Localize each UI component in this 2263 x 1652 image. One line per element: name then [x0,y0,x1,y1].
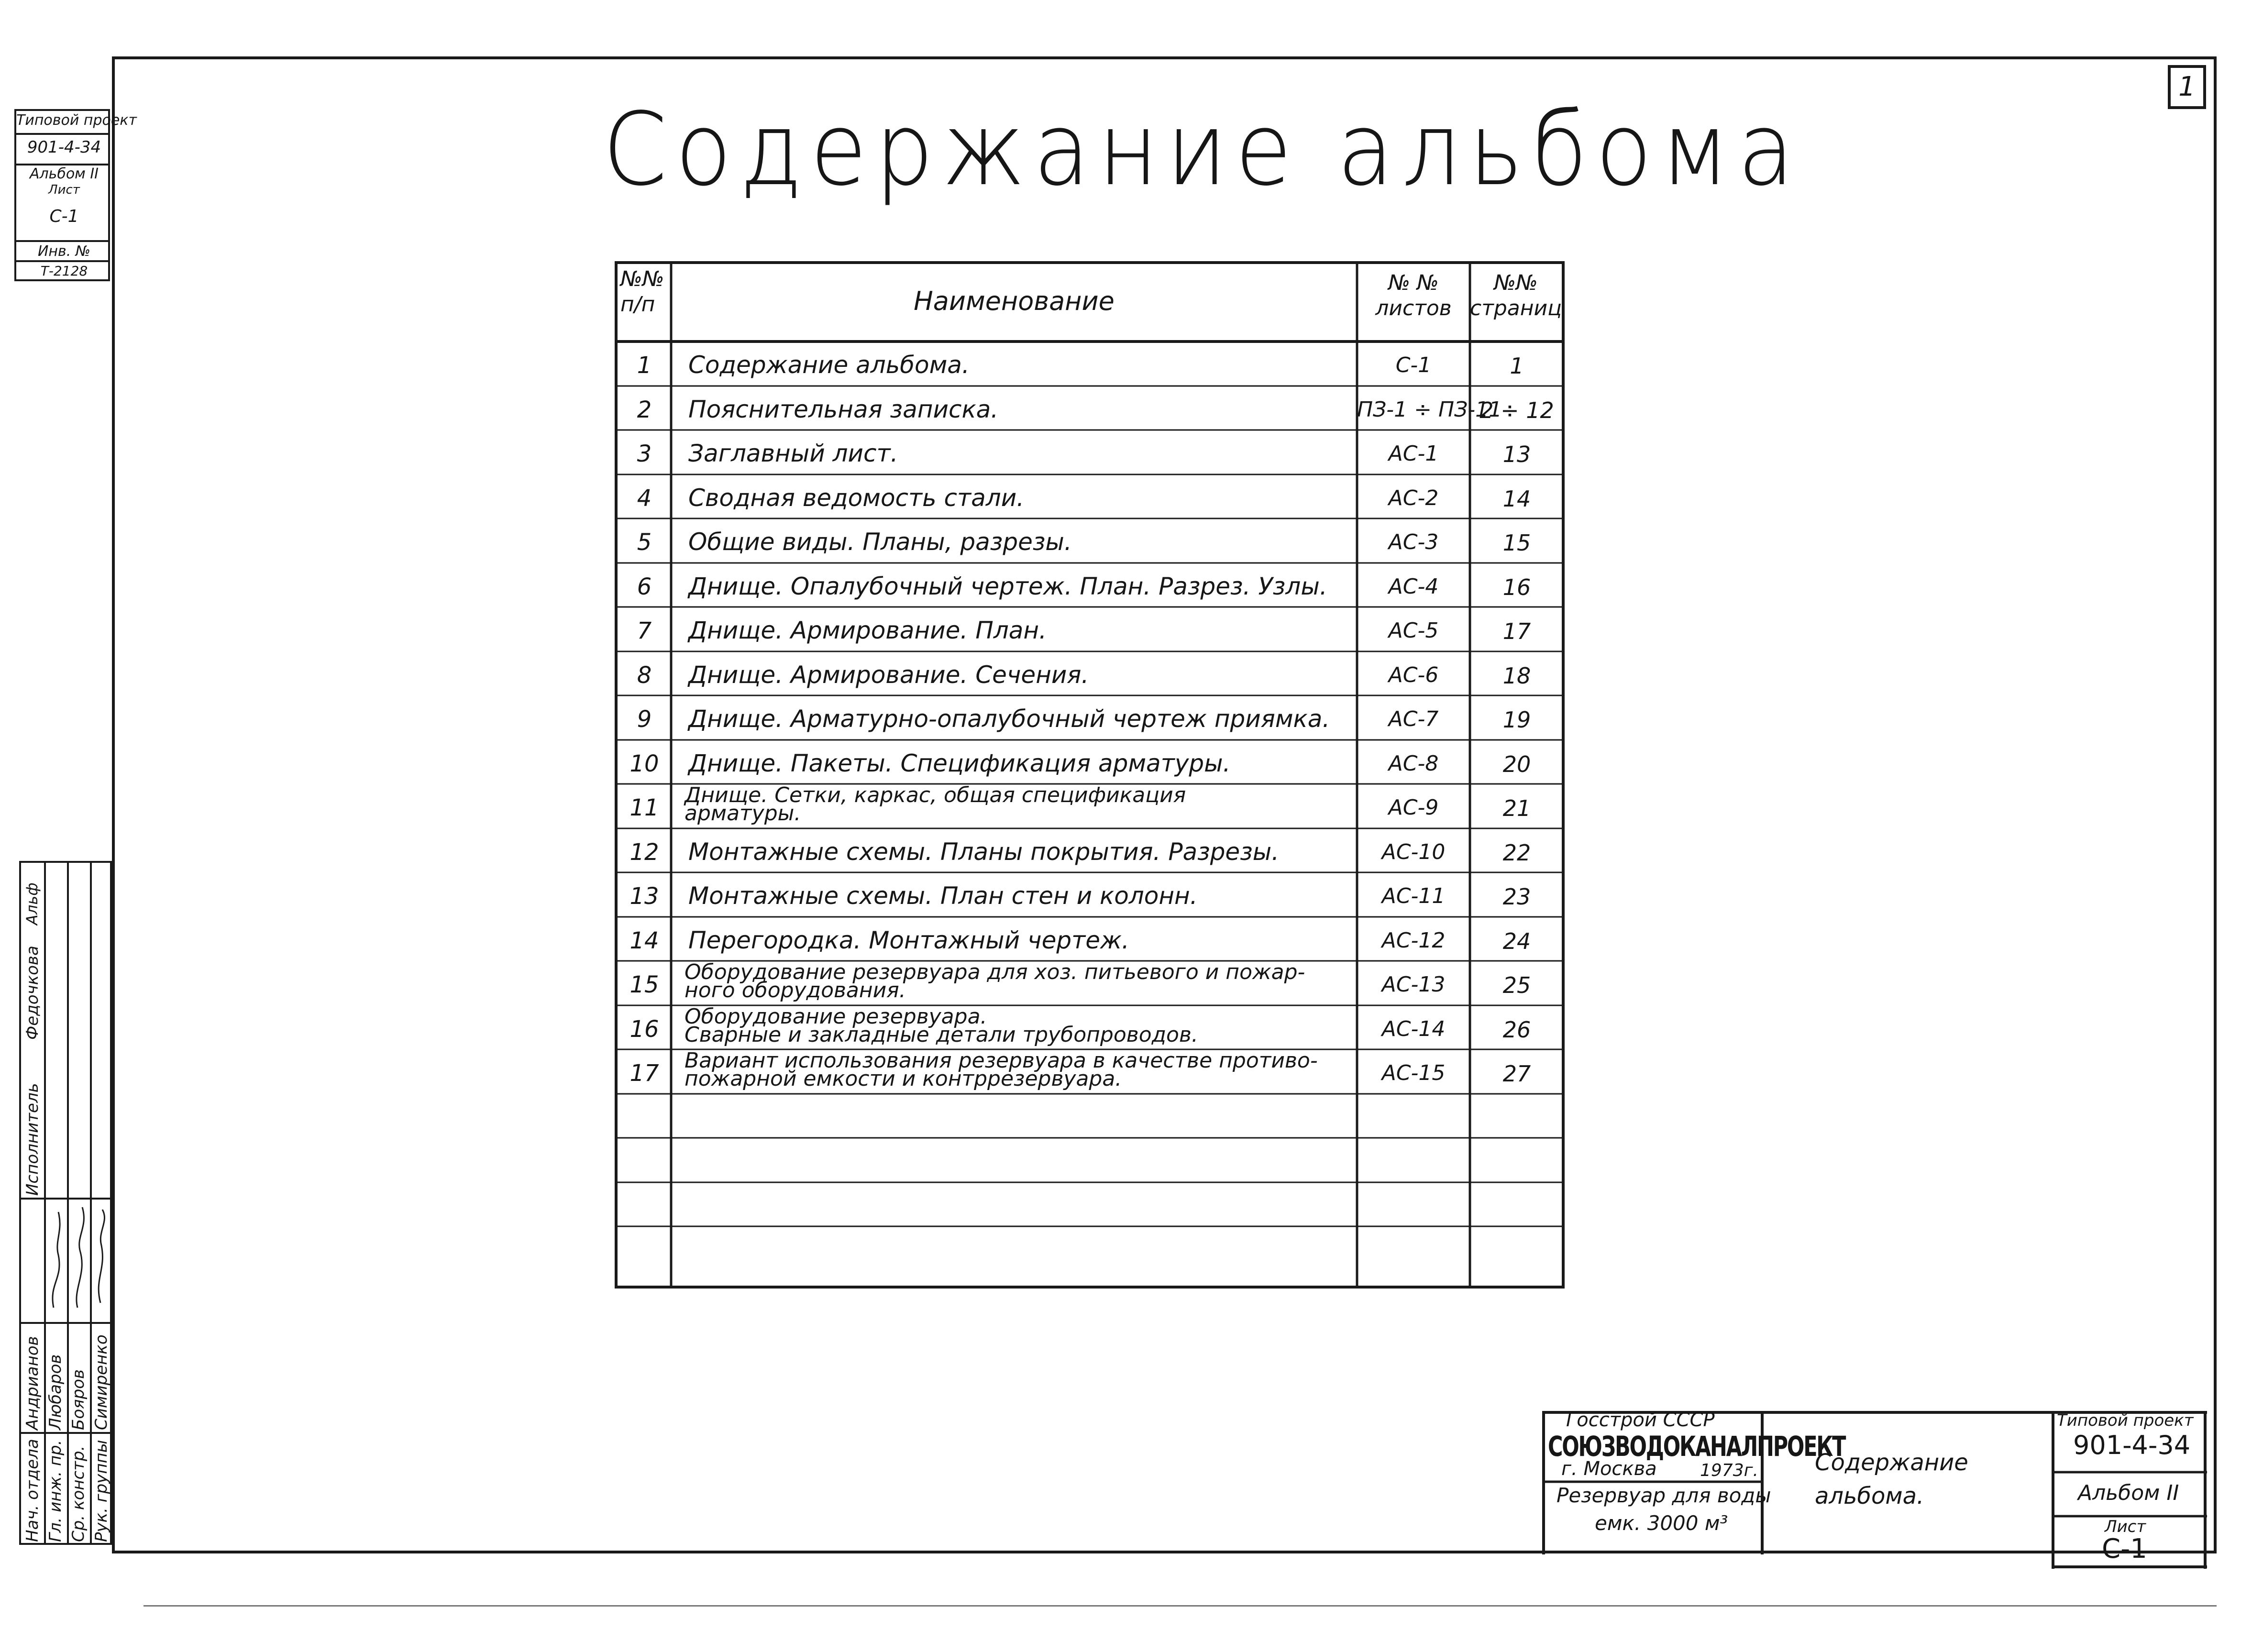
row-number: 11 [629,794,659,821]
row-page: 1 [1510,353,1524,379]
row-name: Днище. Сетки, каркас, общая спецификация [684,783,1186,807]
side-project-label: Типовой проект [16,112,137,129]
row-page: 14 [1502,485,1531,512]
header-sheets: № № листов [1375,271,1452,320]
tb-object-line1: Резервуар для воды [1557,1484,1771,1507]
tb-org-top: Госстрой СССР [1566,1409,1715,1431]
row-name: Заглавный лист. [688,440,898,467]
row-name-continued: пожарной емкости и контррезервуара. [684,1067,1122,1091]
row-number: 17 [629,1060,659,1087]
row-sheet: АС-8 [1388,751,1439,776]
row-name-continued: Сварные и закладные детали трубопроводов. [684,1022,1198,1047]
executor-name: Федочкова [23,946,42,1040]
row-name: Сводная ведомость стали. [688,484,1025,512]
tb-sheet-code: С-1 [2102,1533,2147,1564]
row-name-continued: арматуры. [684,801,801,826]
tb-object-line2: емк. 3000 м³ [1595,1511,1728,1535]
side-project-code: 901-4-34 [27,138,101,157]
row-sheet: АС-6 [1388,662,1439,687]
row-sheet: АС-13 [1381,972,1446,997]
row-number: 9 [637,706,652,733]
row-sheet: ПЗ-1 ÷ ПЗ-11 [1357,397,1502,422]
row-number: 5 [637,529,652,556]
row-name: Вариант использования резервуара в качестве противо- [684,1048,1318,1073]
side-album-label: Альбом II [29,165,99,182]
role-2: Гл. инж. пр. [46,1440,65,1542]
row-sheet: С-1 [1395,353,1432,377]
row-number: 10 [629,750,659,777]
header-no: №№ п/п [620,267,664,317]
row-sheet: АС-4 [1388,574,1439,599]
header-name: Наименование [914,286,1115,316]
tb-city: г. Москва [1561,1458,1657,1480]
row-page: 15 [1502,530,1531,556]
row-number: 13 [629,883,659,910]
row-number: 16 [629,1015,659,1043]
page-number: 1 [2168,65,2206,109]
page-title: Содержание альбома [603,91,1802,208]
signature-scribble: Альф [23,882,41,925]
row-name: Монтажные схемы. Планы покрытия. Разрезы. [688,837,1280,866]
tb-album: Альбом II [2078,1481,2179,1505]
row-page: 17 [1502,618,1531,644]
tb-doc-line2: альбома. [1815,1483,1924,1509]
contents-table [615,261,1565,1289]
row-name: Пояснительная записка. [688,395,999,423]
header-pages: №№ страниц [1470,271,1562,320]
title-block [1542,1411,2207,1569]
row-sheet: АС-9 [1388,795,1439,820]
row-number: 8 [637,661,652,689]
row-page: 2 ÷ 12 [1479,397,1554,423]
executor-label: Исполнитель [23,1083,42,1196]
name-4: Симиренко [92,1334,111,1430]
row-name: Днище. Опалубочный чертеж. План. Разрез. Узлы. [688,572,1327,600]
row-sheet: АС-12 [1381,928,1446,953]
row-page: 25 [1502,972,1531,998]
row-page: 20 [1502,751,1531,777]
side-stamp [14,109,137,281]
signature-marks [44,1198,111,1322]
row-sheet: АС-14 [1381,1016,1446,1041]
side-inv-label: Инв. № [37,243,90,260]
row-name: Общие виды. Планы, разрезы. [688,528,1072,556]
row-sheet: АС-1 [1388,441,1439,466]
row-name: Днище. Пакеты. Спецификация арматуры. [688,749,1231,777]
row-number: 15 [629,971,659,998]
row-name: Оборудование резервуара для хоз. питьевого и пожар- [684,960,1305,984]
row-sheet: АС-2 [1388,485,1439,510]
row-sheet: АС-7 [1388,707,1439,731]
row-page: 13 [1502,441,1531,467]
row-sheet: АС-15 [1381,1061,1446,1085]
row-page: 22 [1502,839,1531,866]
row-name: Днище. Арматурно-опалубочный чертеж приямка. [688,705,1330,733]
row-sheet: АС-5 [1388,618,1439,643]
row-page: 27 [1502,1061,1531,1087]
row-name: Днище. Армирование. План. [688,617,1047,644]
row-number: 1 [637,352,652,379]
row-number: 2 [637,396,652,423]
row-name: Содержание альбома. [688,351,970,379]
row-sheet: АС-10 [1381,839,1446,864]
footer-rule [144,1605,2217,1607]
row-page: 26 [1502,1016,1531,1043]
tb-year: 1973г. [1700,1461,1758,1480]
row-page: 19 [1502,707,1531,733]
row-number: 7 [637,617,652,644]
row-number: 6 [637,573,652,600]
row-sheet: АС-11 [1381,884,1446,908]
name-3: Бояров [69,1369,88,1430]
tb-sheet-label: Лист [2105,1517,2146,1536]
side-inv-code: Т-2128 [40,263,88,279]
row-page: 18 [1502,662,1531,689]
row-number: 4 [637,485,652,512]
row-number: 3 [637,441,652,467]
name-2: Любаров [46,1354,65,1430]
tb-project-code: 901-4-34 [2073,1430,2191,1460]
tb-org-name: СОЮЗВОДОКАНАЛПРОЕКТ [1548,1430,1845,1463]
row-page: 23 [1502,884,1531,910]
tb-doc-line1: Содержание [1815,1449,1968,1476]
row-number: 14 [629,927,659,954]
signature-block [19,861,112,1545]
row-page: 21 [1502,795,1531,821]
row-name: Днище. Армирование. Сечения. [688,661,1089,689]
row-name: Перегородка. Монтажный чертеж. [688,926,1129,954]
name-1: Андрианов [23,1336,42,1430]
row-name: Оборудование резервуара. [684,1004,987,1029]
row-name-continued: ного оборудования. [684,978,906,1002]
row-name: Монтажные схемы. План стен и колонн. [688,882,1198,910]
row-page: 24 [1502,928,1531,954]
side-sheet-code: С-1 [49,207,79,226]
role-3: Ср. констр. [69,1445,88,1542]
role-4: Рук. группы [92,1440,111,1542]
side-sheet-label: Лист [48,183,80,197]
row-sheet: АС-3 [1388,530,1439,554]
row-page: 16 [1502,574,1531,600]
role-1: Нач. отдела [23,1439,42,1542]
tb-project-label: Типовой проект [2057,1411,2194,1430]
row-number: 12 [629,838,659,866]
